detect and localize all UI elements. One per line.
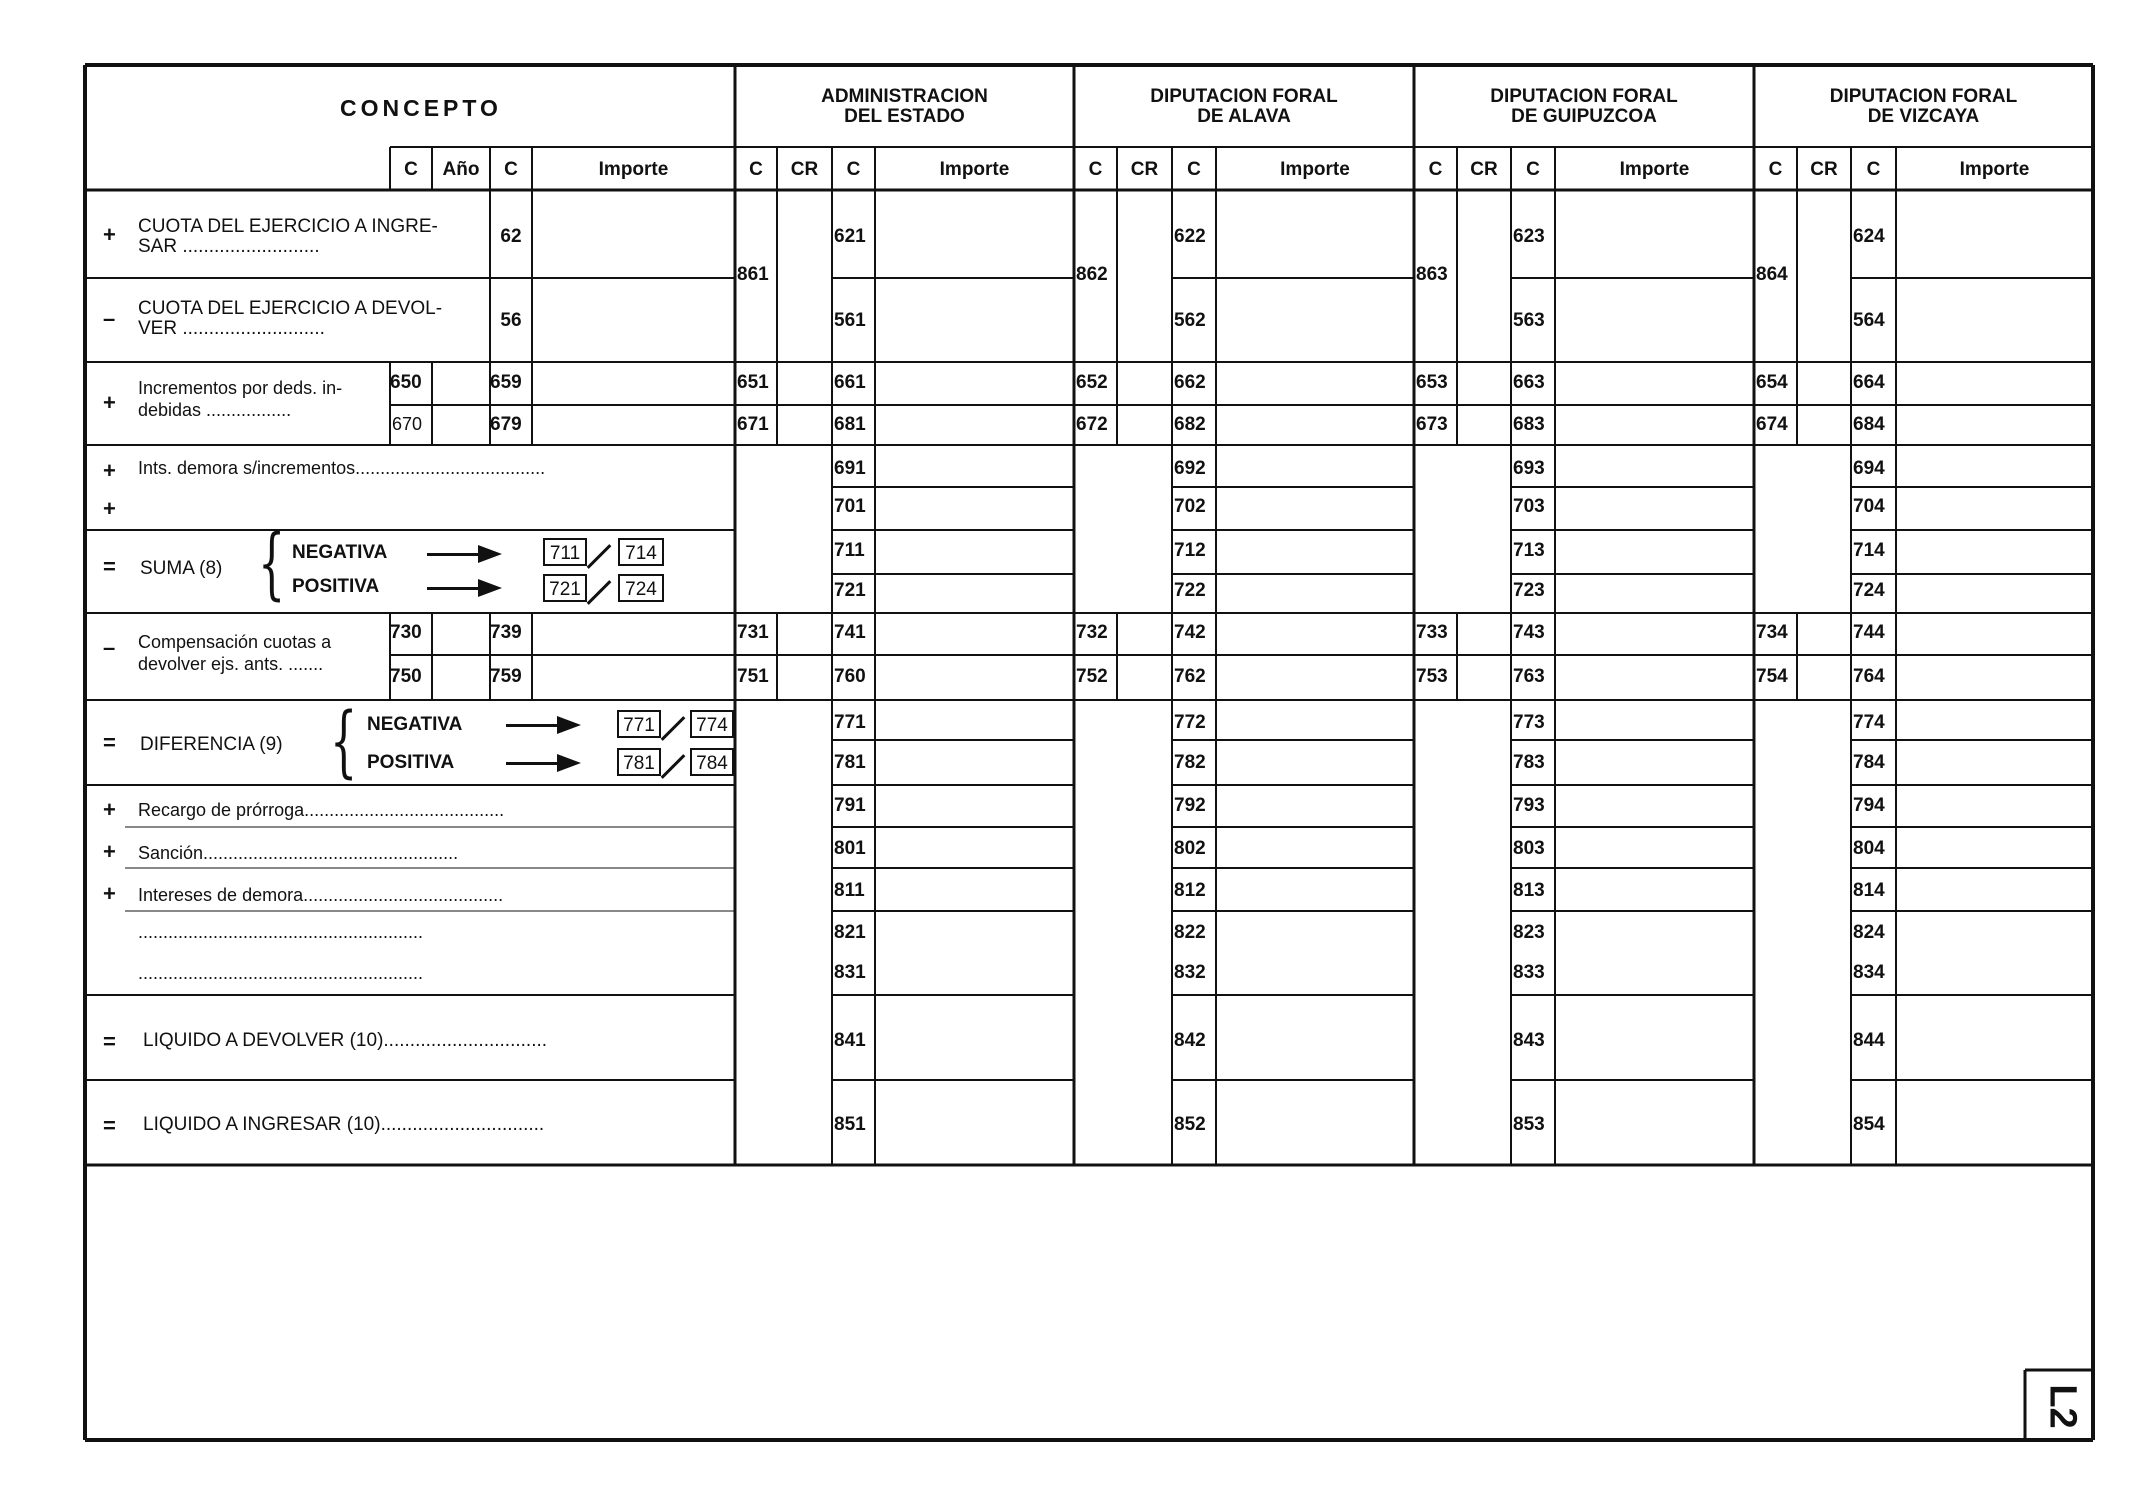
entity-code: 731 (737, 622, 769, 643)
importe-field[interactable] (877, 997, 1072, 1078)
importe-field[interactable] (877, 280, 1072, 360)
entity-code: 622 (1174, 226, 1206, 247)
importe-field[interactable] (877, 913, 1072, 953)
concepto-subheader: C (404, 159, 418, 180)
importe-field[interactable] (1557, 192, 1752, 276)
importe-field[interactable] (1898, 913, 2091, 953)
entity-code: 861 (737, 264, 769, 285)
entity-code: 782 (1174, 752, 1206, 773)
code-cell: 650 (390, 372, 422, 393)
entity-code: 854 (1853, 1114, 1885, 1135)
sign-minus: – (103, 306, 116, 331)
importe-field[interactable] (1898, 532, 2091, 572)
entity-code: 742 (1174, 622, 1206, 643)
entity-code: 652 (1076, 372, 1108, 393)
code-cell: 679 (490, 414, 522, 435)
entity-code: 701 (834, 496, 866, 517)
importe-field[interactable] (1898, 576, 2091, 611)
entity-code: 803 (1513, 838, 1545, 859)
entity-code: 831 (834, 962, 866, 983)
code-cell: 730 (390, 622, 422, 643)
brace: { (330, 697, 358, 787)
entity-code: 791 (834, 795, 866, 816)
entity-code: 681 (834, 414, 866, 435)
importe-field[interactable] (1557, 407, 1752, 443)
importe-field[interactable] (877, 407, 1072, 443)
ref-box: 721 (543, 574, 587, 602)
importe-field[interactable] (1218, 489, 1412, 528)
group-header-line2: DE VIZCAYA (1867, 106, 1980, 127)
entity-code: 760 (834, 666, 866, 687)
importe-field[interactable] (1898, 742, 2091, 783)
incrementos-label: Incrementos por deds. in- (138, 378, 343, 398)
group-subheader: C (1187, 159, 1201, 180)
entity-code: 674 (1756, 414, 1788, 435)
code-cell: 750 (390, 666, 422, 687)
arrow-icon-head (557, 716, 581, 734)
entity-code: 661 (834, 372, 866, 393)
importe-field[interactable] (877, 576, 1072, 611)
entity-code: 564 (1853, 310, 1885, 331)
group-subheader: Importe (1959, 159, 2030, 180)
entity-code: 751 (737, 666, 769, 687)
entity-code: 692 (1174, 458, 1206, 479)
ref-box: 724 (618, 574, 664, 602)
entity-code: 812 (1174, 880, 1206, 901)
entity-code: 781 (834, 752, 866, 773)
compensacion-label: Compensación cuotas a (138, 632, 332, 652)
importe-field[interactable] (1218, 407, 1412, 443)
entity-code: 671 (737, 414, 769, 435)
importe-field[interactable] (1557, 997, 1752, 1078)
importe-field[interactable] (877, 829, 1072, 866)
importe-field[interactable] (1557, 913, 1752, 953)
blank-line: ......................................................... (138, 922, 424, 942)
concepto-header: CONCEPTO (340, 95, 502, 121)
entity-code: 832 (1174, 962, 1206, 983)
importe-field[interactable] (534, 280, 733, 360)
entity-code: 754 (1756, 666, 1788, 687)
group-subheader: Importe (1280, 159, 1350, 180)
sign-plus: + (103, 222, 116, 247)
entity-code: 762 (1174, 666, 1206, 687)
entity-code: 784 (1853, 752, 1885, 773)
importe-field[interactable] (1218, 532, 1412, 572)
entity-code: 783 (1513, 752, 1545, 773)
sign-equals: = (103, 1113, 116, 1138)
entity-code: 834 (1853, 962, 1885, 983)
entity-code: 684 (1853, 414, 1885, 435)
ref-box: 774 (690, 710, 734, 738)
importe-field[interactable] (1898, 615, 2091, 653)
compensacion-label: devolver ejs. ants. ....... (138, 654, 324, 674)
entity-code: 563 (1513, 310, 1545, 331)
intereses-label: Intereses de demora........................................ (138, 885, 504, 905)
arrow-icon-head (478, 545, 502, 563)
entity-code: 691 (834, 458, 866, 479)
entity-code: 623 (1513, 226, 1545, 247)
importe-field[interactable] (1218, 787, 1412, 825)
entity-code: 724 (1853, 580, 1885, 601)
positiva-label: POSITIVA (367, 752, 455, 773)
importe-field[interactable] (1898, 364, 2091, 403)
group-subheader: C (846, 159, 861, 180)
importe-field[interactable] (534, 407, 733, 443)
importe-field[interactable] (877, 615, 1072, 653)
importe-field[interactable] (1898, 829, 2091, 866)
brace: { (258, 519, 286, 609)
sign-equals: = (103, 730, 116, 755)
group-subheader: CR (1470, 159, 1498, 180)
importe-field[interactable] (1898, 997, 2091, 1078)
entity-code: 723 (1513, 580, 1545, 601)
group-header-line1: DIPUTACION FORAL (1490, 86, 1678, 107)
positiva-label: POSITIVA (292, 576, 380, 597)
importe-field[interactable] (877, 192, 1072, 276)
entity-code: 664 (1853, 372, 1885, 393)
group-header-line1: DIPUTACION FORAL (1829, 86, 2018, 107)
negativa-label: NEGATIVA (367, 714, 463, 735)
entity-code: 561 (834, 310, 866, 331)
importe-field[interactable] (877, 787, 1072, 825)
ref-box: 771 (617, 710, 661, 738)
code-cell: 739 (490, 622, 522, 643)
importe-field[interactable] (1557, 657, 1752, 698)
group-subheader: CR (790, 159, 819, 180)
importe-field[interactable] (534, 192, 733, 276)
code-cell: 670 (392, 414, 423, 434)
importe-field[interactable] (1218, 913, 1412, 953)
entity-code: 663 (1513, 372, 1545, 393)
group-subheader: C (1526, 159, 1540, 180)
liquido-ingresar-label: LIQUIDO A INGRESAR (10)............................... (143, 1114, 545, 1135)
group-subheader: Importe (1619, 159, 1690, 180)
importe-field[interactable] (877, 532, 1072, 572)
importe-field[interactable] (1218, 280, 1412, 360)
group-header-line1: ADMINISTRACION (821, 86, 988, 107)
importe-field[interactable] (1898, 489, 2091, 528)
entity-code: 753 (1416, 666, 1448, 687)
concepto-subheader: C (504, 159, 518, 180)
group-subheader: C (749, 159, 763, 180)
group-header-line2: DE GUIPUZCOA (1511, 106, 1657, 127)
group-subheader: Importe (939, 159, 1010, 180)
entity-code: 732 (1076, 622, 1108, 643)
importe-field[interactable] (877, 1082, 1072, 1163)
liquido-devolver-label: LIQUIDO A DEVOLVER (10)............................... (143, 1030, 548, 1051)
sign-minus: – (103, 635, 116, 660)
code-56: 56 (500, 310, 522, 331)
importe-field[interactable] (1898, 657, 2091, 698)
entity-code: 771 (834, 712, 866, 733)
entity-code: 772 (1174, 712, 1206, 733)
entity-code: 822 (1174, 922, 1206, 943)
entity-code: 621 (834, 226, 866, 247)
recargo-label: Recargo de prórroga........................................ (138, 800, 505, 820)
importe-field[interactable] (1898, 787, 2091, 825)
entity-code: 821 (834, 922, 866, 943)
importe-field[interactable] (1898, 192, 2091, 276)
group-subheader: C (1428, 159, 1443, 180)
entity-code: 814 (1853, 880, 1885, 901)
group-header-line1: DIPUTACION FORAL (1150, 86, 1338, 107)
entity-code: 862 (1076, 264, 1108, 285)
importe-field[interactable] (534, 657, 733, 698)
entity-code: 804 (1853, 838, 1885, 859)
group-header-line2: DEL ESTADO (844, 106, 965, 127)
entity-code: 714 (1853, 540, 1885, 561)
group-subheader: C (1768, 159, 1783, 180)
entity-code: 843 (1513, 1030, 1545, 1051)
importe-field[interactable] (1218, 364, 1412, 403)
arrow-icon (427, 553, 482, 556)
entity-code: 682 (1174, 414, 1206, 435)
entity-code: 841 (834, 1030, 866, 1051)
entity-code: 721 (834, 580, 866, 601)
importe-field[interactable] (1557, 787, 1752, 825)
cuota-devolver-label: VER ........................... (138, 318, 325, 339)
entity-code: 693 (1513, 458, 1545, 479)
entity-code: 653 (1416, 372, 1448, 393)
suma-label: SUMA (8) (140, 558, 223, 579)
group-subheader: C (1088, 159, 1103, 180)
diferencia-label: DIFERENCIA (9) (140, 734, 283, 755)
group-subheader: CR (1810, 159, 1838, 180)
entity-code: 773 (1513, 712, 1545, 733)
importe-field[interactable] (877, 957, 1072, 993)
importe-field[interactable] (1218, 957, 1412, 993)
sign-plus: + (103, 797, 116, 822)
entity-code: 752 (1076, 666, 1108, 687)
entity-code: 763 (1513, 666, 1545, 687)
entity-code: 824 (1853, 922, 1885, 943)
importe-field[interactable] (877, 657, 1072, 698)
importe-field[interactable] (534, 364, 733, 403)
entity-code: 811 (834, 880, 865, 901)
importe-field[interactable] (1557, 829, 1752, 866)
importe-field[interactable] (534, 615, 733, 653)
ints-demora-label: Ints. demora s/incrementos...................................... (138, 458, 546, 478)
entity-code: 792 (1174, 795, 1206, 816)
concepto-subheader: Importe (598, 159, 669, 180)
sign-plus: + (103, 839, 116, 864)
importe-field[interactable] (1218, 742, 1412, 783)
importe-field[interactable] (1557, 532, 1752, 572)
importe-field[interactable] (877, 364, 1072, 403)
page-mark: L2 (2041, 1384, 2084, 1429)
entity-code: 711 (834, 540, 865, 561)
importe-field[interactable] (1898, 407, 2091, 443)
entity-code: 863 (1416, 264, 1448, 285)
entity-code: 823 (1513, 922, 1545, 943)
code-62: 62 (500, 226, 522, 247)
sancion-label: Sanción................................................... (138, 843, 459, 863)
incrementos-label: debidas ................. (138, 400, 292, 420)
importe-field[interactable] (877, 870, 1072, 909)
importe-field[interactable] (1218, 657, 1412, 698)
negativa-label: NEGATIVA (292, 542, 388, 563)
entity-code: 844 (1853, 1030, 1885, 1051)
entity-code: 713 (1513, 540, 1545, 561)
sign-plus: + (103, 881, 116, 906)
cuota-devolver-label: CUOTA DEL EJERCICIO A DEVOL- (138, 298, 443, 319)
entity-code: 683 (1513, 414, 1545, 435)
importe-field[interactable] (1898, 870, 2091, 909)
ref-box: 714 (618, 538, 664, 566)
importe-field[interactable] (1218, 997, 1412, 1078)
importe-field[interactable] (1218, 576, 1412, 611)
entity-code: 774 (1853, 712, 1885, 733)
entity-code: 802 (1174, 838, 1206, 859)
importe-field[interactable] (1218, 192, 1412, 276)
importe-field[interactable] (1557, 870, 1752, 909)
sign-plus: + (103, 390, 116, 415)
importe-field[interactable] (1898, 702, 2091, 738)
entity-code: 651 (737, 372, 769, 393)
arrow-icon (427, 587, 482, 590)
entity-code: 734 (1756, 622, 1788, 643)
code-cell: 759 (490, 666, 522, 687)
entity-code: 813 (1513, 880, 1545, 901)
entity-code: 842 (1174, 1030, 1206, 1051)
importe-field[interactable] (1557, 280, 1752, 360)
arrow-icon-head (557, 754, 581, 772)
entity-code: 764 (1853, 666, 1885, 687)
importe-field[interactable] (877, 742, 1072, 783)
entity-code: 793 (1513, 795, 1545, 816)
sign-equals: = (103, 1029, 116, 1054)
sign-plus: + (103, 496, 116, 521)
importe-field[interactable] (1557, 742, 1752, 783)
concepto-subheader: Año (442, 159, 480, 180)
entity-code: 702 (1174, 496, 1206, 517)
arrow-icon-head (478, 579, 502, 597)
importe-field[interactable] (1218, 870, 1412, 909)
importe-field[interactable] (877, 702, 1072, 738)
entity-code: 654 (1756, 372, 1788, 393)
entity-code: 624 (1853, 226, 1885, 247)
code-cell: 659 (490, 372, 522, 393)
entity-code: 712 (1174, 540, 1206, 561)
sign-equals: = (103, 554, 116, 579)
importe-field[interactable] (1218, 615, 1412, 653)
entity-code: 794 (1853, 795, 1885, 816)
entity-code: 741 (834, 622, 866, 643)
importe-field[interactable] (1898, 280, 2091, 360)
entity-code: 833 (1513, 962, 1545, 983)
importe-field[interactable] (877, 489, 1072, 528)
arrow-icon (506, 724, 561, 727)
importe-field[interactable] (877, 447, 1072, 485)
entity-code: 801 (834, 838, 866, 859)
entity-code: 694 (1853, 458, 1885, 479)
entity-code: 703 (1513, 496, 1545, 517)
ref-box: 784 (690, 748, 734, 776)
entity-code: 722 (1174, 580, 1206, 601)
importe-field[interactable] (1557, 489, 1752, 528)
entity-code: 673 (1416, 414, 1448, 435)
cuota-ingresar-label: SAR .......................... (138, 236, 320, 257)
group-header-line2: DE ALAVA (1197, 106, 1291, 127)
entity-code: 864 (1756, 264, 1788, 285)
entity-code: 562 (1174, 310, 1206, 331)
importe-field[interactable] (1898, 447, 2091, 485)
importe-field[interactable] (1557, 702, 1752, 738)
entity-code: 704 (1853, 496, 1885, 517)
importe-field[interactable] (1218, 447, 1412, 485)
blank-line: ......................................................... (138, 963, 424, 983)
sign-plus: + (103, 458, 116, 483)
importe-field[interactable] (1218, 1082, 1412, 1163)
entity-code: 852 (1174, 1114, 1206, 1135)
ref-box: 781 (617, 748, 661, 776)
importe-field[interactable] (1557, 1082, 1752, 1163)
importe-field[interactable] (1557, 447, 1752, 485)
importe-field[interactable] (1218, 702, 1412, 738)
importe-field[interactable] (1557, 364, 1752, 403)
importe-field[interactable] (1557, 576, 1752, 611)
entity-code: 672 (1076, 414, 1108, 435)
importe-field[interactable] (1898, 957, 2091, 993)
importe-field[interactable] (1218, 829, 1412, 866)
group-subheader: C (1866, 159, 1881, 180)
entity-code: 662 (1174, 372, 1206, 393)
entity-code: 743 (1513, 622, 1545, 643)
importe-field[interactable] (1557, 957, 1752, 993)
entity-code: 744 (1853, 622, 1885, 643)
entity-code: 733 (1416, 622, 1448, 643)
cuota-ingresar-label: CUOTA DEL EJERCICIO A INGRE- (138, 216, 438, 237)
entity-code: 851 (834, 1114, 866, 1135)
importe-field[interactable] (1557, 615, 1752, 653)
ref-box: 711 (543, 538, 587, 566)
arrow-icon (506, 762, 561, 765)
entity-code: 853 (1513, 1114, 1545, 1135)
group-subheader: CR (1130, 159, 1159, 180)
importe-field[interactable] (1898, 1082, 2091, 1163)
